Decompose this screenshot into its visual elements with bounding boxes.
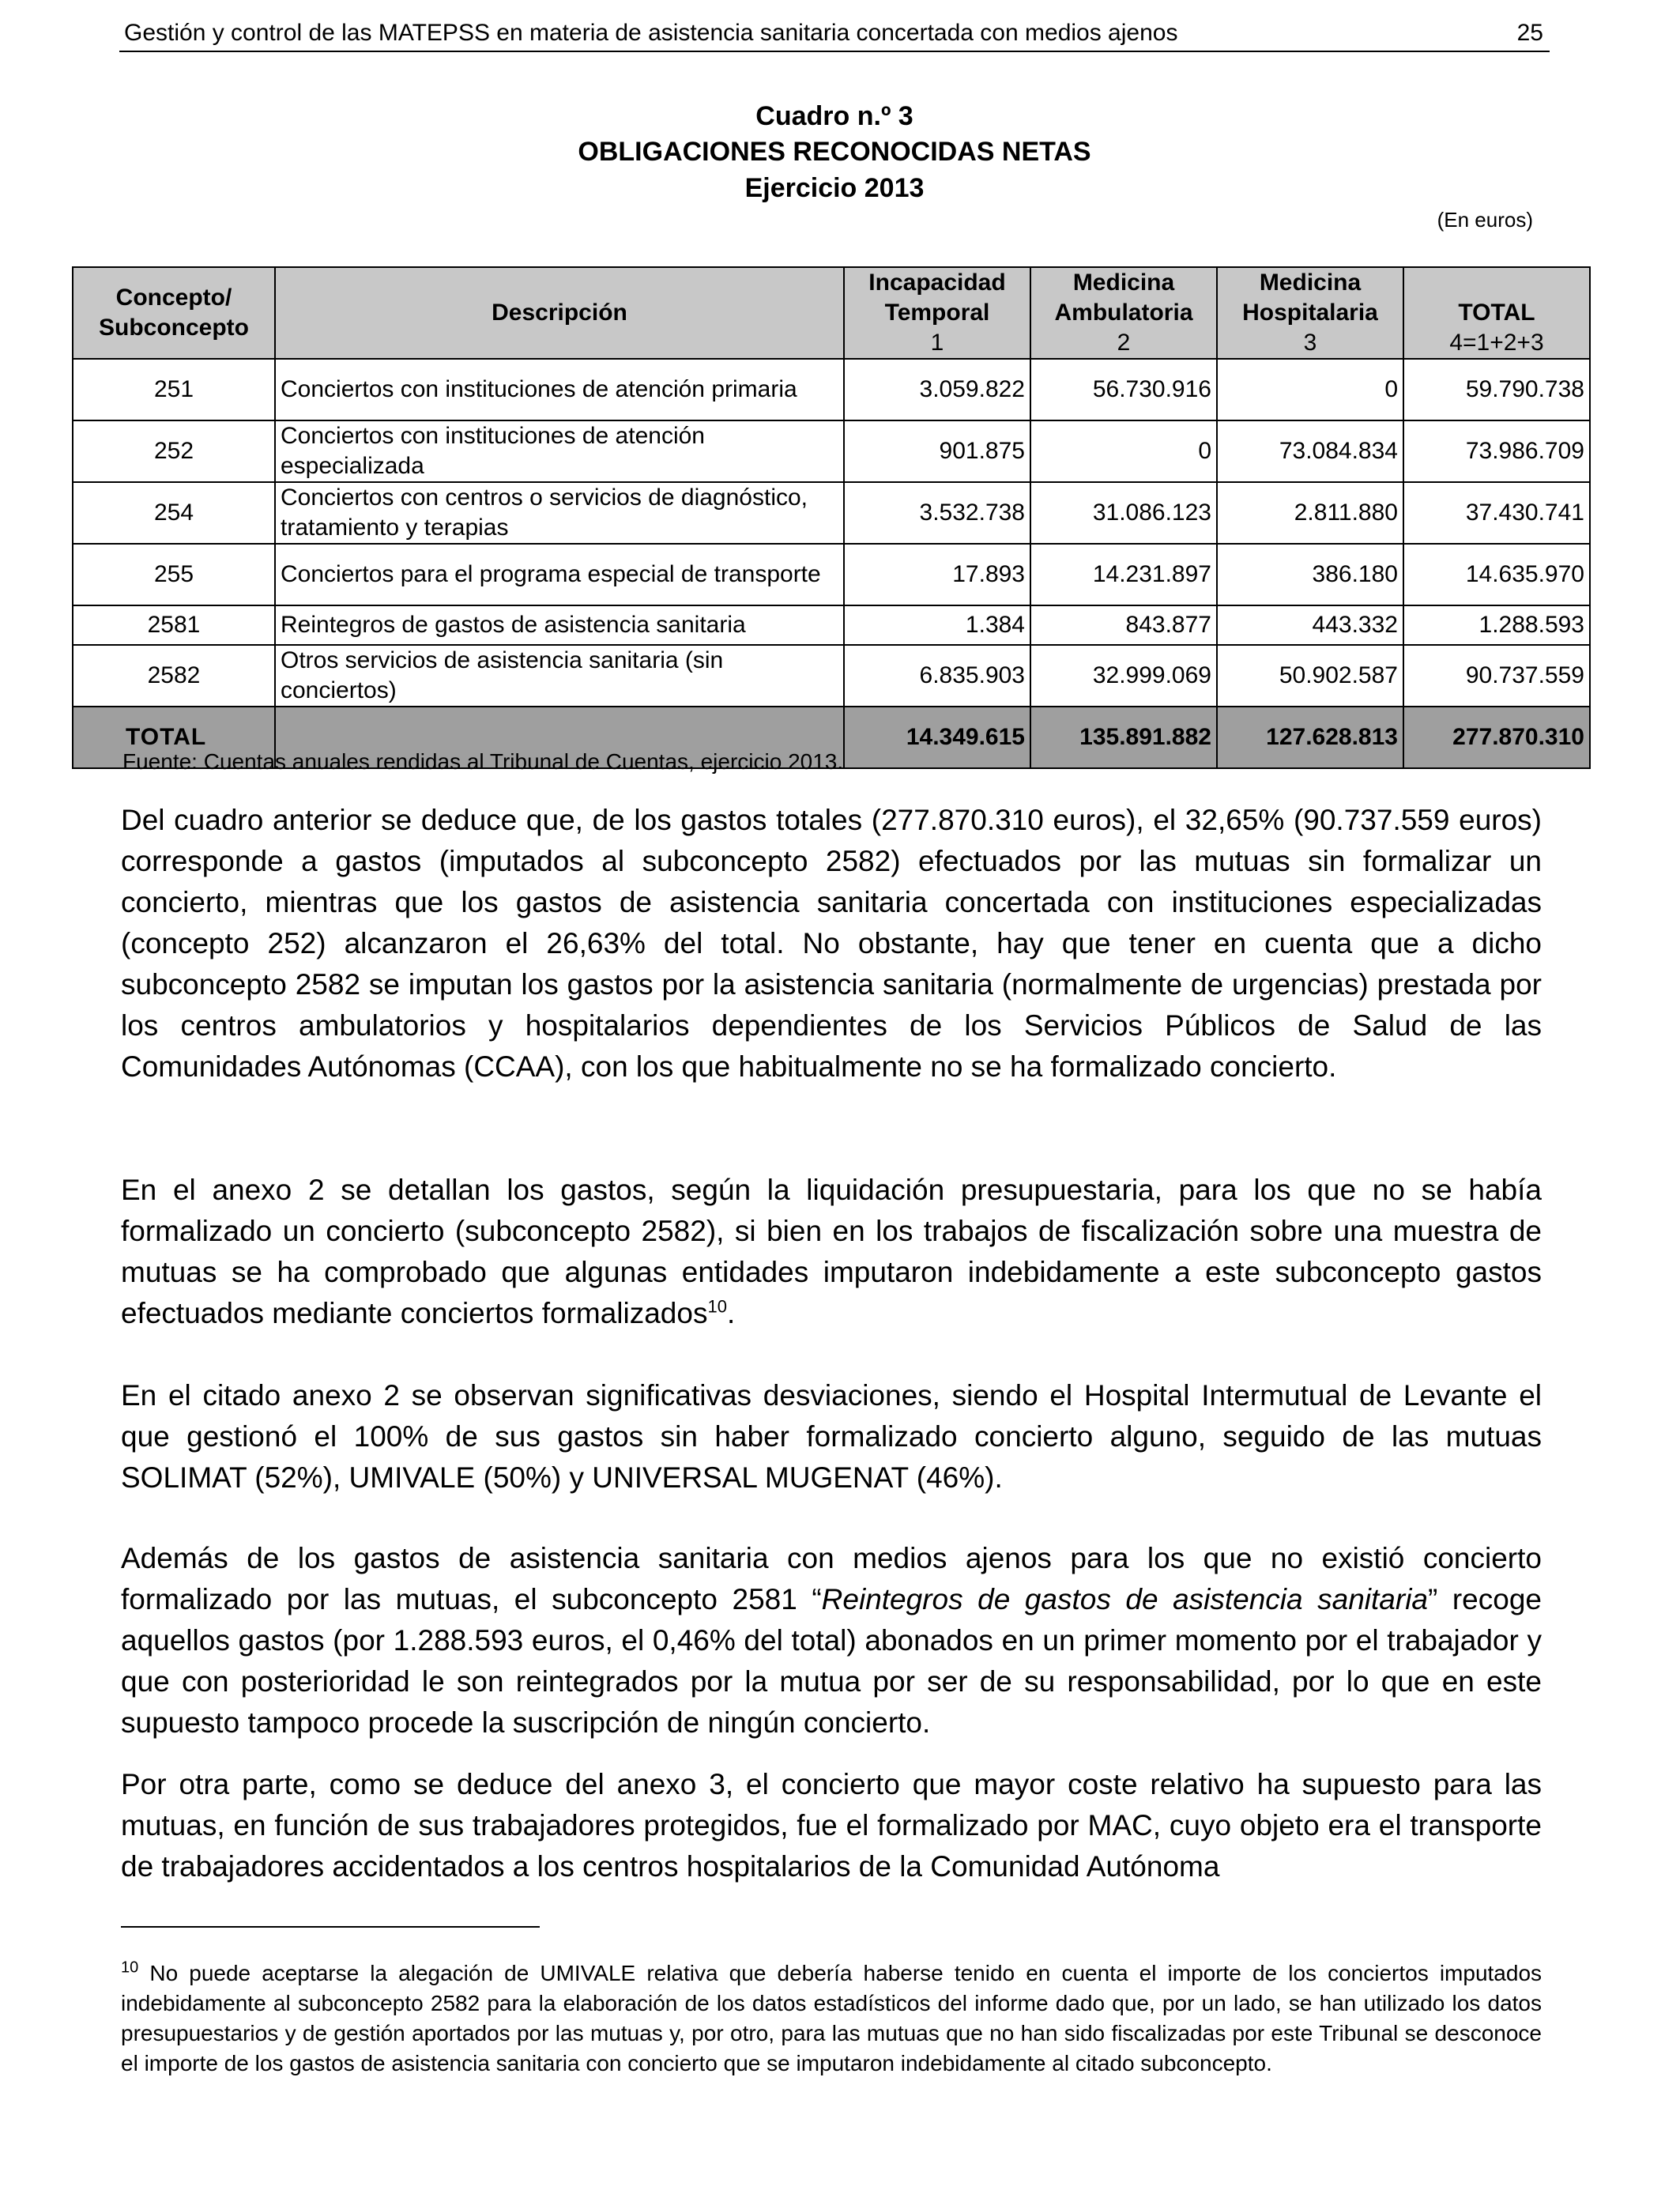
row-incapacidad-temporal: 901.875 [844,420,1030,482]
page-number: 25 [1516,20,1543,46]
row-total: 1.288.593 [1403,605,1590,645]
row-total: 73.986.709 [1403,420,1590,482]
total-label: TOTAL [73,707,275,768]
row-total: 37.430.741 [1403,482,1590,544]
footnote-number: 10 [121,1958,139,1977]
header-title: Gestión y control de las MATEPSS en materia de asistencia sanitaria concertada con medios ajenos [124,20,1178,46]
paragraph-3: En el citado anexo 2 se observan significativas desviaciones, siendo el Hospital Intermutual de Levante el que gestionó el 100% de sus gastos sin haber formalizado concierto alguno, seguido de las mutuas SOLIMAT (52%), UMIVALE (50%) y UNIVERSAL MUGENAT (46%). [121,1379,1542,1494]
units-note: (En euros) [1437,208,1533,232]
row-medicina-hospitalaria: 73.084.834 [1217,420,1403,482]
header-col1-label: Incapacidad Temporal [868,270,1006,326]
header-col1-number: 1 [930,330,944,356]
footnote-text: No puede aceptarse la alegación de UMIVALE relativa que debería haberse tenido en cuenta el importe de los conciertos imputados indebidamente al subconcepto 2582 para la elaboración de los datos estadísticos del informe dado que, por un lado, se han utilizado los datos presupuestarios y de gestión aportados por las mutuas y, por otro, para las mutuas que no han sido fiscalizadas por este Tribunal se desconoce el importe de los gastos de asistencia sanitaria con concierto que se imputaron indebidamente al citado subconcepto. [121,1961,1543,2075]
page-header [119,16,1550,52]
header-incapacidad-temporal [844,267,1030,359]
header-col3-label: Medicina Hospitalaria [1242,270,1378,326]
row-description: Otros servicios de asistencia sanitaria (sin conciertos) [275,645,844,707]
table-row [73,482,1590,544]
row-medicina-ambulatoria: 14.231.897 [1030,544,1217,605]
table-row [73,544,1590,605]
row-medicina-hospitalaria: 443.332 [1217,605,1403,645]
total-total: 277.870.310 [1403,707,1590,768]
header-medicina-hospitalaria [1217,267,1403,359]
row-incapacidad-temporal: 3.059.822 [844,359,1030,420]
row-code: 255 [73,544,275,605]
header-col2-label: Medicina Ambulatoria [1054,270,1193,326]
row-total: 59.790.738 [1403,359,1590,420]
row-medicina-ambulatoria: 31.086.123 [1030,482,1217,544]
paragraph-2 [121,1170,1542,1334]
row-medicina-hospitalaria: 2.811.880 [1217,482,1403,544]
row-total: 90.737.559 [1403,645,1590,707]
row-description: Reintegros de gastos de asistencia sanitaria [275,605,844,645]
row-code: 2581 [73,605,275,645]
row-medicina-ambulatoria: 843.877 [1030,605,1217,645]
row-medicina-ambulatoria: 56.730.916 [1030,359,1217,420]
row-incapacidad-temporal: 6.835.903 [844,645,1030,707]
obligations-table [72,266,1591,769]
table-row [73,420,1590,482]
row-incapacidad-temporal: 17.893 [844,544,1030,605]
row-description: Conciertos con centros o servicios de diagnóstico, tratamiento y terapias [275,482,844,544]
paragraph-1: Del cuadro anterior se deduce que, de los gastos totales (277.870.310 euros), el 32,65% (90.737.559 euros) corresponde a gastos (imputados al subconcepto 2582) efectuados por las mutuas sin formalizar un concierto, mientras que los gastos de asistencia sanitaria concertada con instituciones especializadas (concepto 252) alcanzaron el 26,63% del total. No obstante, hay que tener en cuenta que a dicho subconcepto 2582 se imputan los gastos por la asistencia sanitaria (normalmente de urgencias) prestada por los centros ambulatorios y hospitalarios dependientes de los Servicios Públicos de Salud de las Comunidades Autónomas (CCAA), con los que habitualmente no se ha formalizado concierto. [121,804,1542,1083]
row-incapacidad-temporal: 3.532.738 [844,482,1030,544]
paragraph-4-italic: Reintegros de gastos de asistencia sanitaria [821,1583,1428,1615]
table-caption-year: Ejercicio 2013 [744,173,925,203]
table-row [73,645,1590,707]
paragraph-2-end: . [726,1297,736,1329]
header-col2-number: 2 [1117,330,1131,356]
header-descripcion: Descripción [275,267,844,359]
paragraph-4 [121,1538,1542,1744]
table-header-row [73,267,1590,359]
footnote-separator [121,1926,540,1928]
total-medicina-hospitalaria: 127.628.813 [1217,707,1403,768]
header-col3-number: 3 [1303,330,1317,356]
footnote-ref-10[interactable]: 10 [707,1296,727,1317]
table-row [73,359,1590,420]
row-code: 251 [73,359,275,420]
paragraph-4-text-a: Además de los gastos de asistencia sanitaria con medios ajenos para los que no existió concierto formalizado por las mutuas, el subconcepto 2581 “ [121,1542,1542,1615]
table-caption-number: Cuadro n.º 3 [755,101,913,131]
table-row [73,605,1590,645]
paragraph-2-text: En el anexo 2 se detallan los gastos, según la liquidación presupuestaria, para los que no se había formalizado un concierto (subconcepto 2582), si bien en los trabajos de fiscalización sobre una muestra de mutuas se ha comprobado que algunas entidades imputaron indebidamente a este subconcepto gastos efectuados mediante conciertos formalizados [121,1174,1542,1329]
row-description: Conciertos con instituciones de atención primaria [275,359,844,420]
row-code: 252 [73,420,275,482]
row-description: Conciertos para el programa especial de transporte [275,544,844,605]
row-incapacidad-temporal: 1.384 [844,605,1030,645]
row-code: 2582 [73,645,275,707]
table-caption-title: OBLIGACIONES RECONOCIDAS NETAS [578,137,1091,167]
row-medicina-ambulatoria: 0 [1030,420,1217,482]
header-medicina-ambulatoria [1030,267,1217,359]
footnote-10 [121,1958,1542,2079]
header-concepto: Concepto/ Subconcepto [73,267,275,359]
row-medicina-hospitalaria: 0 [1217,359,1403,420]
table-source: Fuente: Cuentas anuales rendidas al Tribunal de Cuentas, ejercicio 2013. [122,749,844,774]
total-incapacidad-temporal: 14.349.615 [844,707,1030,768]
header-total [1403,267,1590,359]
total-medicina-ambulatoria: 135.891.882 [1030,707,1217,768]
paragraph-5: Por otra parte, como se deduce del anexo 3, el concierto que mayor coste relativo ha supuesto para las mutuas, en función de sus trabajadores protegidos, fue el formalizado por MAC, cuyo objeto era el transporte de trabajadores accidentados a los centros hospitalarios de la Comunidad Autónoma [121,1768,1542,1883]
paragraph-4-text-b: ” recoge aquellos gastos (por 1.288.593 euros, el 0,46% del total) abonados en un primer momento por el trabajador y que con posterioridad le son reintegrados por la mutua por ser de su responsabilidad, por lo que en este supuesto tampoco procede la suscripción de ningún concierto. [121,1583,1542,1739]
header-total-label: TOTAL [1458,300,1535,326]
row-medicina-hospitalaria: 50.902.587 [1217,645,1403,707]
row-medicina-hospitalaria: 386.180 [1217,544,1403,605]
row-code: 254 [73,482,275,544]
row-total: 14.635.970 [1403,544,1590,605]
row-medicina-ambulatoria: 32.999.069 [1030,645,1217,707]
row-description: Conciertos con instituciones de atención especializada [275,420,844,482]
header-total-formula: 4=1+2+3 [1449,330,1544,356]
